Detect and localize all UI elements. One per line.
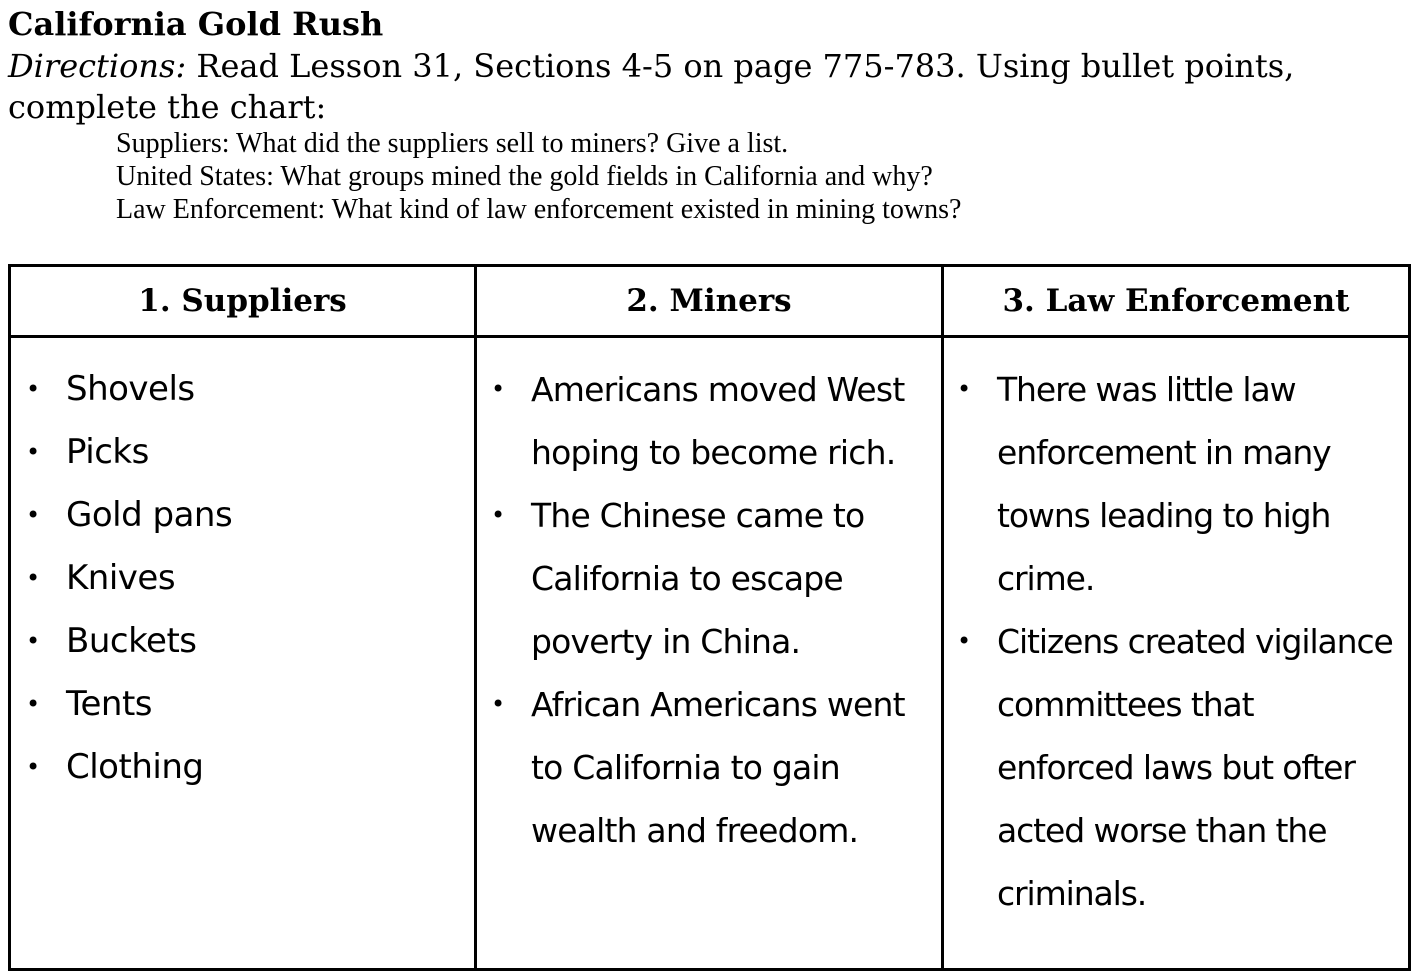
column-law-enforcement [944, 267, 1408, 968]
column-header-law-enforcement: 3. Law Enforcement [944, 267, 1408, 338]
list-item-text: Gold pans [66, 495, 233, 535]
list-item [11, 610, 474, 673]
bullet-icon: • [491, 690, 505, 718]
list-item [477, 484, 941, 673]
list-item [477, 673, 941, 862]
bullet-icon: • [26, 627, 40, 655]
list-item-text: Tents [66, 684, 153, 724]
list-item [11, 547, 474, 610]
column-body-law-enforcement [944, 338, 1408, 925]
prompt-suppliers: Suppliers: What did the suppliers sell to miners? Give a list. [116, 128, 789, 159]
list-item-text: African Americans went to California to gain wealth and freedom. [531, 685, 905, 850]
list-item-text: Knives [66, 558, 176, 598]
column-body-miners [477, 338, 941, 862]
list-item [944, 358, 1408, 610]
list-item [11, 484, 474, 547]
response-chart [8, 264, 1411, 971]
page-title: California Gold Rush [8, 5, 384, 43]
list-item-text: Americans moved West hoping to become rich. [531, 370, 905, 472]
bullet-icon: • [26, 564, 40, 592]
bullet-icon: • [26, 375, 40, 403]
column-header-suppliers: 1. Suppliers [11, 267, 474, 338]
bullet-icon: • [26, 438, 40, 466]
list-item-text: Citizens created vigilance committees that enforced laws but ofter acted worse than the criminals. [997, 622, 1393, 913]
list-item-text: Clothing [66, 747, 204, 787]
column-suppliers [11, 267, 477, 968]
column-miners [477, 267, 944, 968]
bullet-icon: • [26, 690, 40, 718]
list-item [477, 358, 941, 484]
column-body-suppliers [11, 338, 474, 799]
list-item [11, 736, 474, 799]
column-header-miners: 2. Miners [477, 267, 941, 338]
bullet-icon: • [491, 375, 505, 403]
bullet-icon: • [491, 501, 505, 529]
bullet-icon: • [957, 627, 971, 655]
directions-paragraph [8, 46, 1413, 128]
directions-text: Read Lesson 31, Sections 4-5 on page 775-783. Using bullet points, complete the chart: [8, 47, 1295, 126]
bullet-icon: • [957, 375, 971, 403]
list-item [944, 610, 1408, 925]
list-item-text: Picks [66, 432, 149, 472]
bullet-icon: • [26, 501, 40, 529]
list-item-text: Shovels [66, 369, 195, 409]
list-item-text: Buckets [66, 621, 197, 661]
list-item [11, 358, 474, 421]
bullet-icon: • [26, 753, 40, 781]
prompt-law-enforcement: Law Enforcement: What kind of law enforcement existed in mining towns? [116, 194, 962, 225]
list-item-text: The Chinese came to California to escape poverty in China. [531, 496, 865, 661]
prompt-list [116, 127, 961, 226]
list-item-text: There was little law enforcement in many towns leading to high crime. [997, 370, 1331, 598]
prompt-united-states: United States: What groups mined the gold fields in California and why? [116, 161, 933, 192]
list-item [11, 421, 474, 484]
list-item [11, 673, 474, 736]
directions-label: Directions: [8, 47, 187, 85]
